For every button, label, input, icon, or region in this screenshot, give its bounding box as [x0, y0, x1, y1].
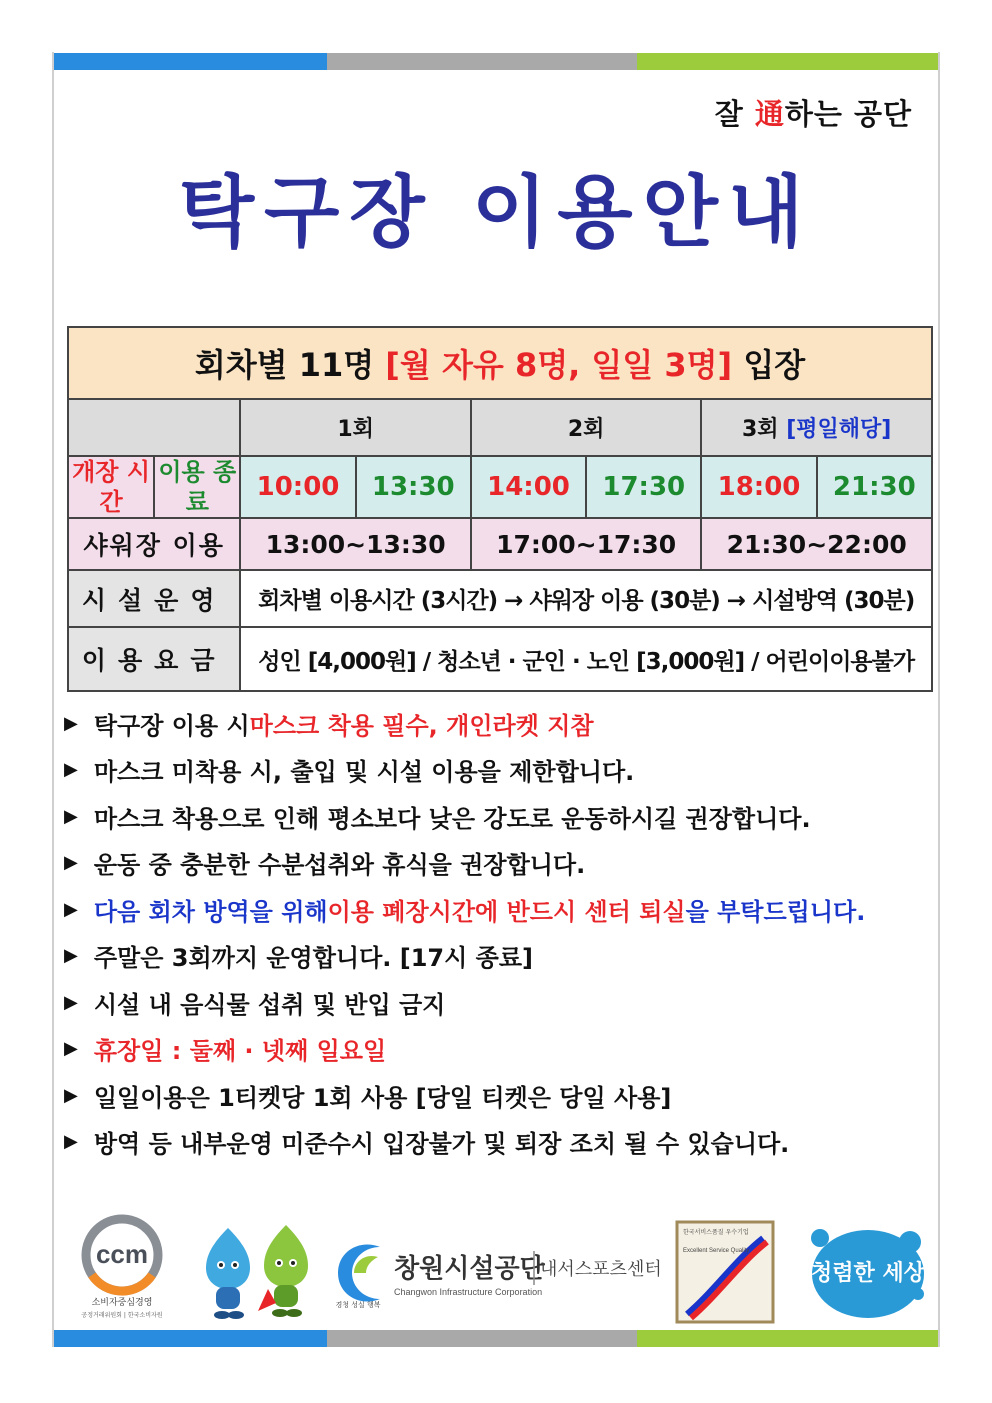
list-item: ▶ 마스크 착용으로 인해 평소보다 낮은 강도로 운동하시길 권장합니다. [64, 804, 811, 833]
operation-label: 시설운영 [68, 570, 240, 627]
slogan: 잘 通하는 공단 [714, 97, 912, 131]
list-item: ▶ 시설 내 음식물 섭취 및 반입 금지 [64, 990, 446, 1019]
end-time-label: 이용 종료 [154, 456, 240, 518]
capacity-header: 회차별 11명 [월 자유 8명, 일일 3명] 입장 [68, 327, 932, 399]
svg-text:소비자중심경영: 소비자중심경영 [91, 1298, 153, 1308]
triangle-bullet-icon: ▶ [64, 1038, 78, 1060]
bottom-color-stripe [54, 1330, 938, 1347]
open-time-label: 개장 시간 [68, 456, 154, 518]
list-item: ▶ 운동 중 충분한 수분섭취와 휴식을 권장합니다. [64, 851, 586, 880]
clean-world-logo [802, 1220, 932, 1325]
triangle-bullet-icon: ▶ [64, 991, 78, 1013]
shower-time-3: 21:30~22:00 [701, 518, 932, 570]
session-3-end: 21:30 [817, 456, 932, 518]
list-item: ▶ 주말은 3회까지 운영합니다. [17시 종료] [64, 944, 533, 973]
ccm-logo [70, 1215, 180, 1320]
shower-time-1: 13:00~13:30 [240, 518, 471, 570]
list-item: ▶ 다음 회차 방역을 위해 이용 폐장시간에 반드시 센터 퇴실 을 부탁드립니다. [64, 897, 866, 926]
svg-text:공정거래위원회 | 한국소비자원: 공정거래위원회 | 한국소비자원 [81, 1312, 163, 1319]
blank-header-cell [68, 399, 240, 456]
session-2-header: 2회 [471, 399, 702, 456]
list-item: ▶ 일일이용은 1티켓당 1회 사용 [당일 티켓은 당일 사용] [64, 1083, 672, 1112]
session-3-open: 18:00 [701, 456, 816, 518]
shower-label: 샤워장 이용 [68, 518, 240, 570]
triangle-bullet-icon: ▶ [64, 945, 78, 967]
mascot-characters [198, 1223, 318, 1323]
triangle-bullet-icon: ▶ [64, 759, 78, 781]
changwon-corp-logo [328, 1233, 662, 1313]
svg-text:창원시설공단: 창원시설공단 [394, 1254, 545, 1284]
session-1-open: 10:00 [240, 456, 355, 518]
session-2-end: 17:30 [586, 456, 701, 518]
ksq-certification-badge [675, 1220, 775, 1324]
svg-text:경청 성실 행복: 경청 성실 행복 [335, 1301, 381, 1309]
list-item: ▶ 방역 등 내부운영 미준수시 입장불가 및 퇴장 조치 될 수 있습니다. [64, 1130, 790, 1159]
fee-label: 이용요금 [68, 627, 240, 691]
session-1-header: 1회 [240, 399, 471, 456]
operation-text: 회차별 이용시간 (3시간) → 샤워장 이용 (30분) → 시설방역 (30분) [240, 570, 932, 627]
svg-text:한국서비스품질 우수기업: 한국서비스품질 우수기업 [683, 1229, 749, 1236]
list-item: ▶ 휴장일 : 둘째 · 넷째 일요일 [64, 1037, 387, 1066]
svg-text:ccm: ccm [95, 1239, 149, 1269]
svg-text:청렴한 세상: 청렴한 세상 [811, 1261, 925, 1286]
triangle-bullet-icon: ▶ [64, 805, 78, 827]
logo-strip [70, 1215, 930, 1325]
shower-time-2: 17:00~17:30 [471, 518, 702, 570]
notice-list [62, 700, 942, 1165]
triangle-bullet-icon: ▶ [64, 1084, 78, 1106]
triangle-bullet-icon: ▶ [64, 852, 78, 874]
session-2-open: 14:00 [471, 456, 586, 518]
list-item: ▶ 마스크 미착용 시, 출입 및 시설 이용을 제한합니다. [64, 758, 635, 787]
triangle-bullet-icon: ▶ [64, 712, 78, 734]
svg-text:Changwon Infrastructure Corpor: Changwon Infrastructure Corporation [394, 1287, 543, 1297]
list-item: ▶ 탁구장 이용 시 마스크 착용 필수, 개인라켓 지참 [64, 711, 594, 740]
session-3-header: 3회 [평일해당] [701, 399, 932, 456]
triangle-bullet-icon: ▶ [64, 898, 78, 920]
triangle-bullet-icon: ▶ [64, 1131, 78, 1153]
page-title: 탁구장 이용안내 [178, 168, 814, 258]
session-1-end: 13:30 [356, 456, 471, 518]
fee-text: 성인 [4,000원] / 청소년 · 군인 · 노인 [3,000원] / 어린이이용불가 [240, 627, 932, 691]
top-color-stripe [54, 53, 938, 70]
schedule-table [67, 326, 933, 692]
svg-text:Excellent Service Quality: Excellent Service Quality [683, 1248, 750, 1254]
svg-text:내서스포츠센터: 내서스포츠센터 [540, 1259, 662, 1280]
